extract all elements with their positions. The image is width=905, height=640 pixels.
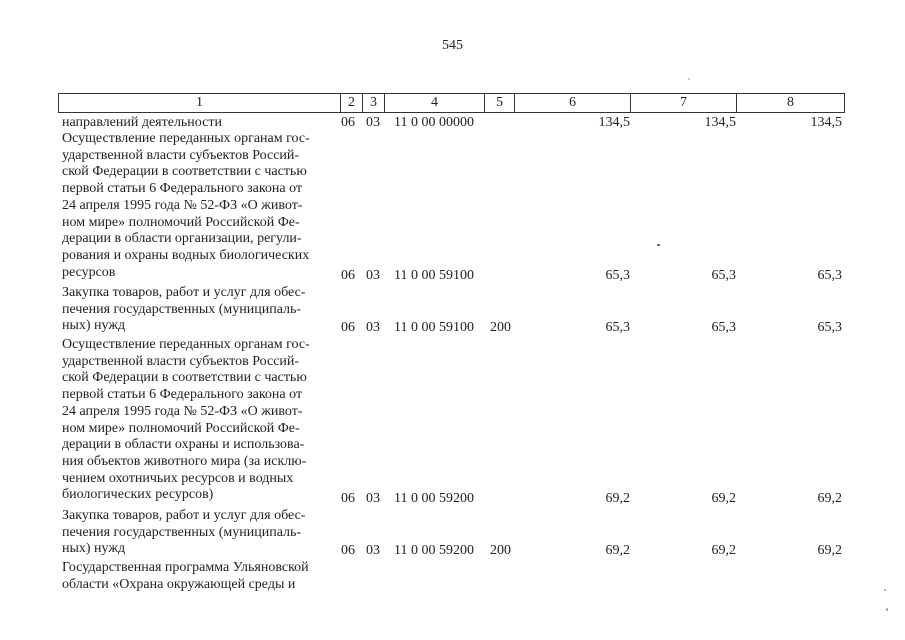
description-line: ных) нужд <box>62 541 126 557</box>
amount-col-6: 69,2 <box>605 491 630 506</box>
amount-col-8: 69,2 <box>817 543 842 558</box>
row-description <box>62 560 334 593</box>
section-code: 06 <box>341 320 355 335</box>
header-col-3: 3 <box>363 94 385 112</box>
description-line: чением охотничьих ресурсов и водных <box>62 470 294 486</box>
row-description <box>62 115 334 132</box>
description-line: ударственной власти субъектов Россий- <box>62 353 300 369</box>
header-col-1: 1 <box>59 94 341 112</box>
description-line: первой статьи 6 Федерального закона от <box>62 181 303 197</box>
table-header <box>58 93 845 113</box>
description-line: ния объектов животного мира (за исклю- <box>62 453 307 469</box>
amount-col-6: 69,2 <box>605 543 630 558</box>
section-code: 06 <box>341 543 355 558</box>
description-line: ном мире» полномочий Российской Фе- <box>62 214 300 230</box>
description-line: Закупка товаров, работ и услуг для обес- <box>62 285 306 300</box>
description-line: ской Федерации в соответствии с частью <box>62 164 307 180</box>
description-line: Осуществление переданных органам гос- <box>62 337 310 352</box>
scan-speck <box>688 78 690 80</box>
row-description <box>62 285 334 335</box>
description-line: ударственной власти субъектов Россий- <box>62 147 300 163</box>
row-description <box>62 131 334 281</box>
subsection-code: 03 <box>366 268 380 283</box>
amount-col-7: 65,3 <box>711 320 736 335</box>
amount-col-8: 69,2 <box>817 491 842 506</box>
description-line: направлений деятельности <box>62 115 222 130</box>
subsection-code: 03 <box>366 491 380 506</box>
description-line: Осуществление переданных органам гос- <box>62 131 310 146</box>
target-code: 11 0 00 59200 <box>394 543 474 558</box>
section-code: 06 <box>341 491 355 506</box>
section-code: 06 <box>341 115 355 130</box>
row-description <box>62 337 334 504</box>
description-line: первой статьи 6 Федерального закона от <box>62 387 303 403</box>
amount-col-7: 69,2 <box>711 543 736 558</box>
target-code: 11 0 00 59100 <box>394 320 474 335</box>
amount-col-8: 65,3 <box>817 268 842 283</box>
description-line: ресурсов <box>62 264 116 280</box>
description-line: печения государственных (муниципаль- <box>62 301 302 317</box>
description-line: ных) нужд <box>62 318 126 334</box>
scan-speck <box>886 608 888 611</box>
subsection-code: 03 <box>366 320 380 335</box>
subsection-code: 03 <box>366 543 380 558</box>
description-line: дерации в области охраны и использова- <box>62 437 305 453</box>
description-line: ном мире» полномочий Российской Фе- <box>62 420 300 436</box>
header-col-5: 5 <box>485 94 515 112</box>
description-line: рования и охраны водных биологических <box>62 247 310 263</box>
row-description <box>62 508 334 558</box>
description-line: Государственная программа Ульяновской <box>62 560 309 575</box>
expense-type-code: 200 <box>490 320 511 335</box>
header-col-6: 6 <box>515 94 631 112</box>
target-code: 11 0 00 59200 <box>394 491 474 506</box>
header-col-2: 2 <box>341 94 363 112</box>
header-col-4: 4 <box>385 94 485 112</box>
amount-col-8: 65,3 <box>817 320 842 335</box>
target-code: 11 0 00 59100 <box>394 268 474 283</box>
header-col-8: 8 <box>787 95 794 110</box>
scan-speck <box>884 589 886 591</box>
description-line: 24 апреля 1995 года № 52-ФЗ «О живот- <box>62 403 303 419</box>
amount-col-6: 134,5 <box>598 115 630 130</box>
amount-col-7: 134,5 <box>704 115 736 130</box>
description-line: Закупка товаров, работ и услуг для обес- <box>62 508 306 523</box>
description-line: 24 апреля 1995 года № 52-ФЗ «О живот- <box>62 197 303 213</box>
amount-col-6: 65,3 <box>605 268 630 283</box>
scan-speck <box>657 244 660 246</box>
section-code: 06 <box>341 268 355 283</box>
expense-type-code: 200 <box>490 543 511 558</box>
page-number: 545 <box>442 38 463 53</box>
description-line: ской Федерации в соответствии с частью <box>62 370 307 386</box>
amount-col-7: 65,3 <box>711 268 736 283</box>
description-line: дерации в области организации, регули- <box>62 231 302 247</box>
subsection-code: 03 <box>366 115 380 130</box>
description-line: области «Охрана окружающей среды и <box>62 576 296 592</box>
target-code: 11 0 00 00000 <box>394 115 474 130</box>
description-line: биологических ресурсов) <box>62 487 214 503</box>
header-col-7: 7 <box>631 94 737 112</box>
amount-col-8: 134,5 <box>810 115 842 130</box>
description-line: печения государственных (муниципаль- <box>62 524 302 540</box>
amount-col-7: 69,2 <box>711 491 736 506</box>
amount-col-6: 65,3 <box>605 320 630 335</box>
